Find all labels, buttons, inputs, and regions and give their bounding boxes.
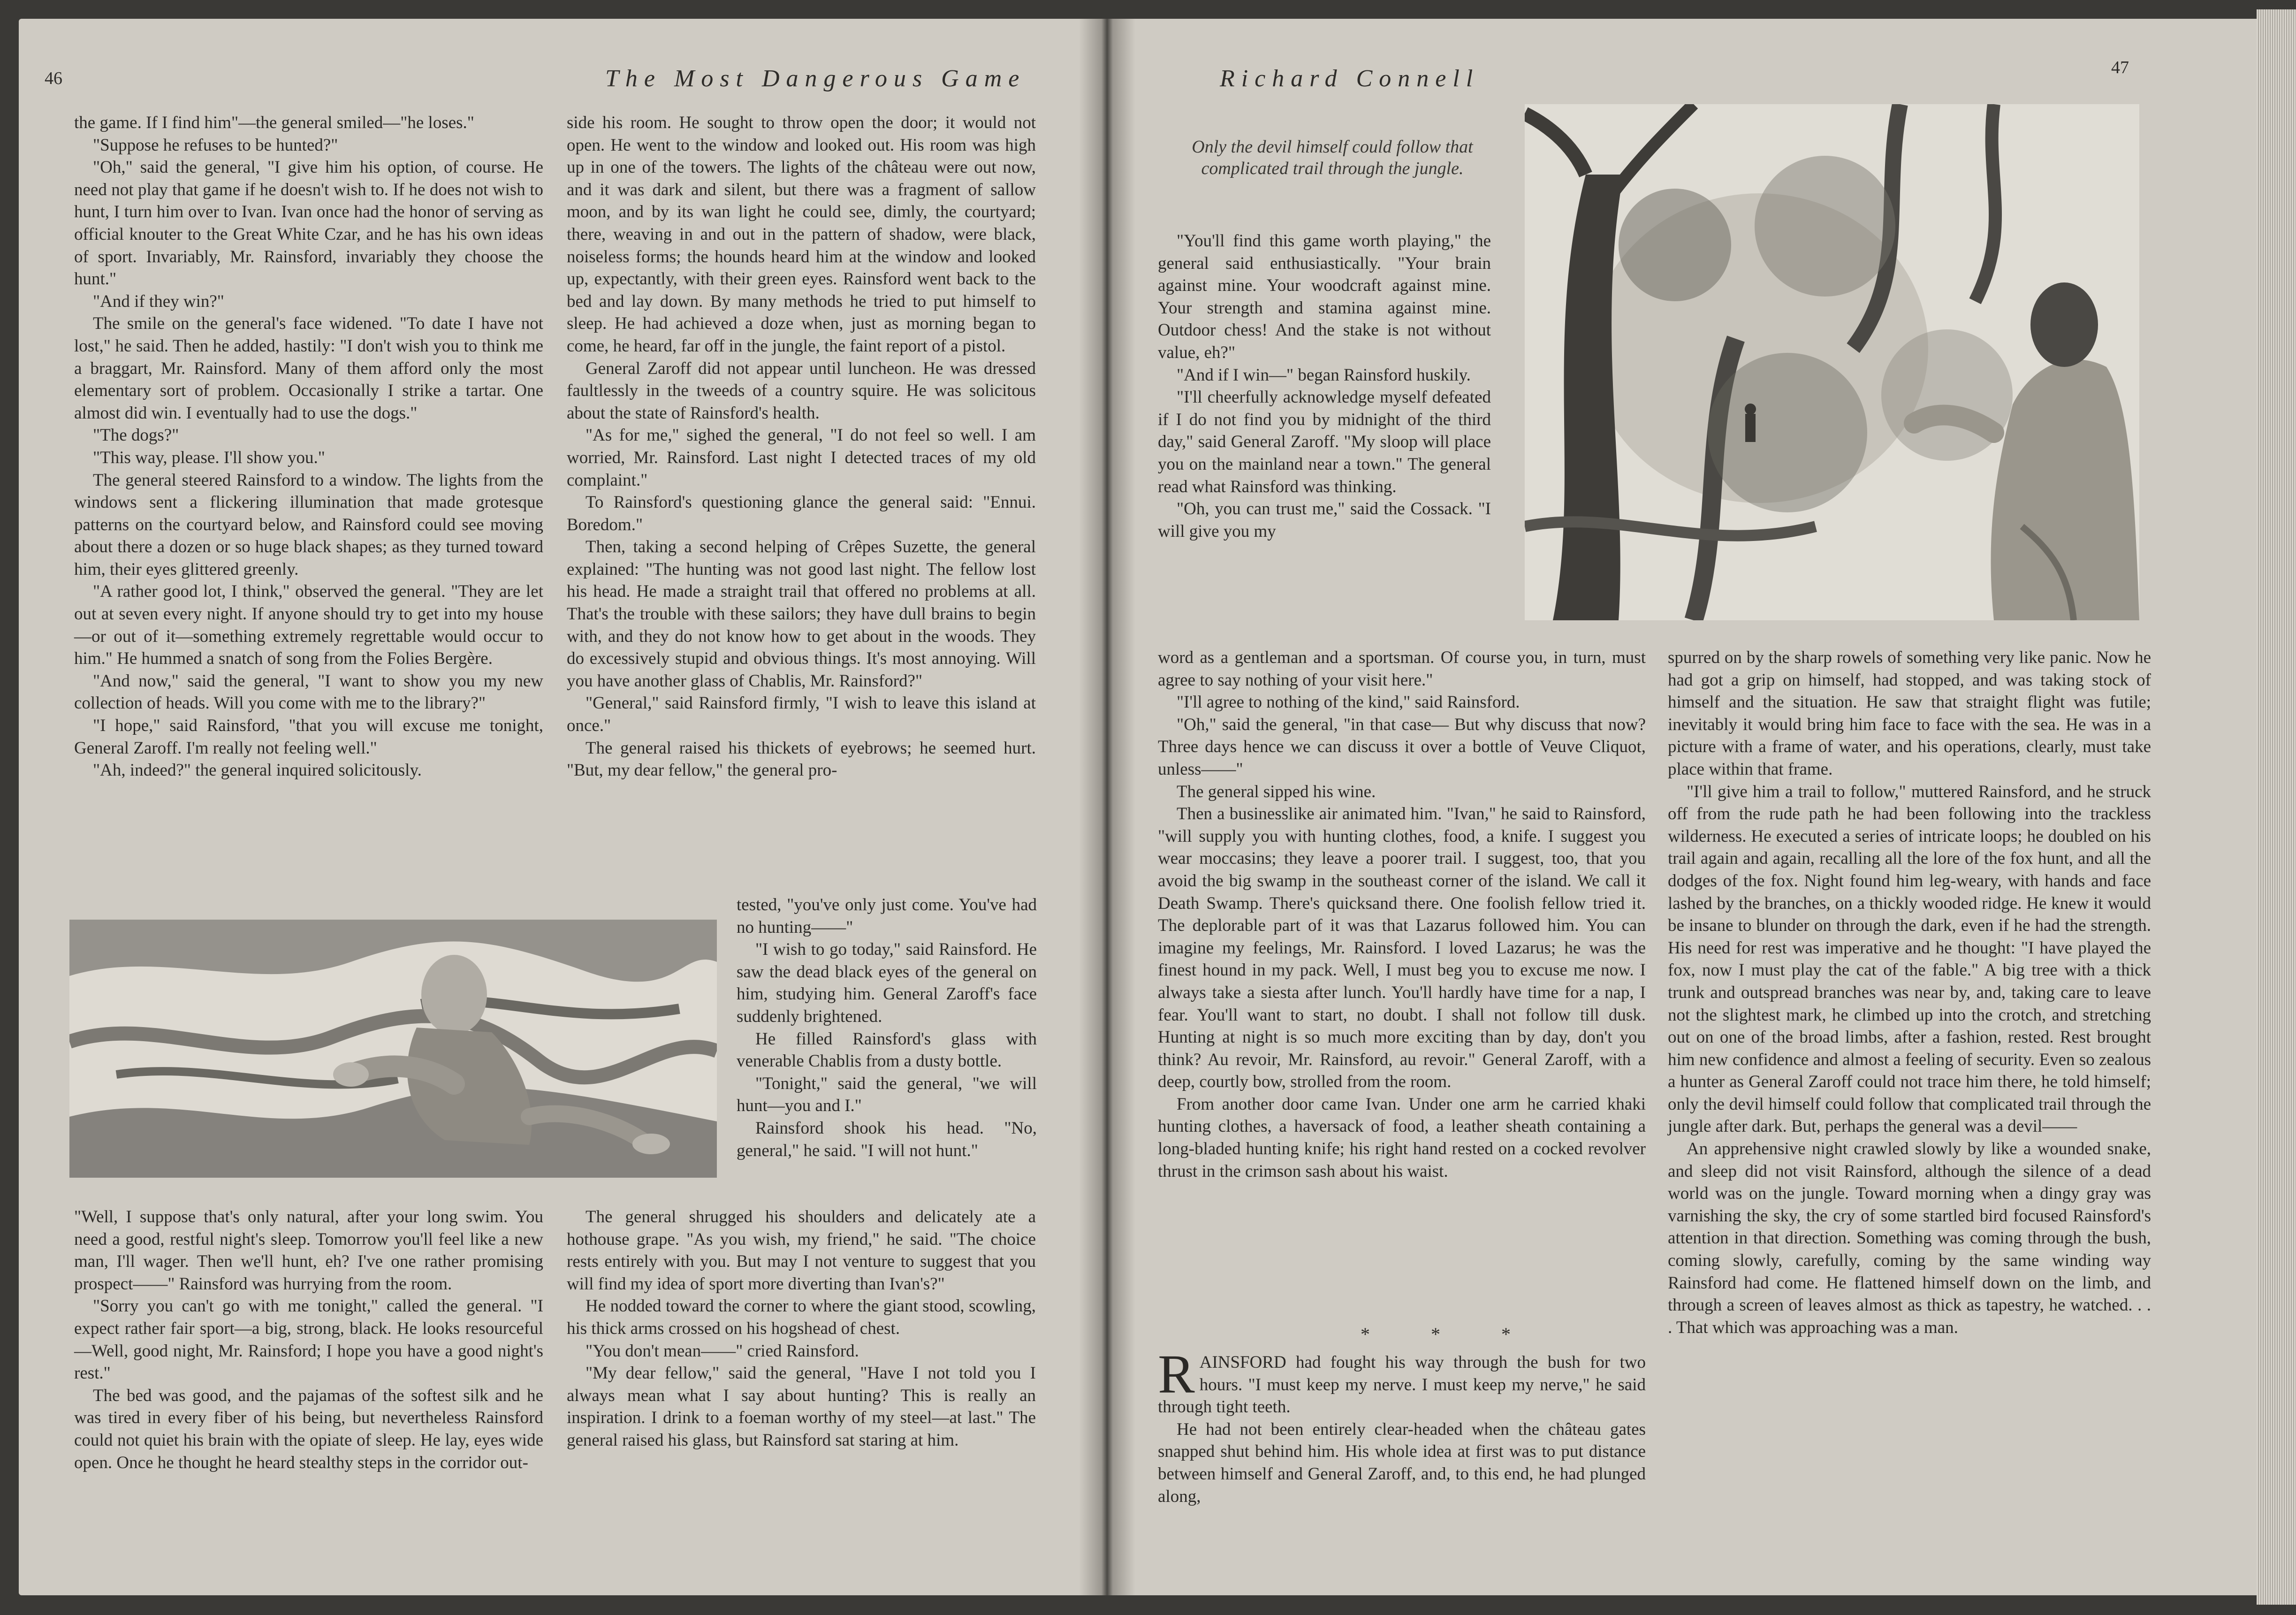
- paragraph: Then, taking a second helping of Crêpes Suzette, the general explained: "The hunting was not good last night. The fellow lost his head. He made a straight trail that offered no problems at all. That's the trouble with these sailors; they have dull brains to begin with, and they do not know how to get about in the woods. They do excessively stupid and obvious things. It's most annoying. Will you have another glass of Chablis, Mr. Rainsford?": [567, 537, 1036, 691]
- illustration-caption: Only the devil himself could follow that complicated trail through the jungle.: [1192, 137, 1473, 178]
- paragraph: side his room. He sought to throw open the door; it would not open. He went to the window and looked out. His room was high up in one of the towers. The lights of the château were out now, and it was dark and silent, but there was a fragment of sallow moon, and by its wan light he could see, dimly, the courtyard; there, weaving in and out in the pattern of shadow, were black, noiseless forms; the hounds heard him at the window and looked up, expectantly, with their green eyes. Rainsford went back to the bed and lay down. By many methods he tried to put himself to sleep. He had achieved a doze when, just as morning began to come, he heard, far off in the jungle, the faint report of a pistol.: [567, 113, 1036, 356]
- page-edges: [2257, 9, 2296, 1605]
- paragraph: Then a businesslike air animated him. "Ivan," he said to Rainsford, "will supply you with hunting clothes, food, a knife. I suggest you wear moccasins; they leave a poorer trail. I suggest, too, that you avoid the big swamp in the southeast corner of the island. We call it Death Swamp. There's quicksand there. One foolish fellow tried it. The deplorable part of it was that Lazarus followed him. You can imagine my feelings, Mr. Rainsford. I loved Lazarus; he was the finest hound in my pack. Well, I must beg you to excuse me now. I always take a siesta after lunch. You'll hardly have time for a nap, I fear. You'll want to start, no doubt. I shall not follow till dusk. Hunting at night is so much more exciting than by day, don't you think? Au revoir, Mr. Rainsford, au revoir." General Zaroff, with a deep, courtly bow, strolled from the room.: [1158, 804, 1646, 1092]
- running-head-author: Richard Connell: [1220, 65, 1480, 92]
- illustration-rainsford-in-bed: [69, 920, 717, 1178]
- paragraph: "Sorry you can't go with me tonight," called the general. "I expect rather fair sport—a big, strong, black. He looks resourceful—Well, good night, Mr. Rainsford; I hope you have a good night's rest.": [74, 1296, 543, 1383]
- paragraph: To Rainsford's questioning glance the general said: "Ennui. Boredom.": [567, 493, 1036, 534]
- paragraph: "You'll find this game worth playing," the general said enthusiastically. "Your brain against mine. Your woodcraft against mine. Your strength and stamina against mine. Outdoor chess! And the stake is not without value, eh?": [1158, 231, 1491, 362]
- book-gutter: [1079, 19, 1135, 1595]
- paragraph: "A rather good lot, I think," observed the general. "They are let out at seven every night. If anyone should try to get into my house—or out of it—something extremely regrettable would occur to him." He hummed a snatch of song from the Folies Bergère.: [74, 582, 543, 669]
- right-column-2: [1668, 647, 2151, 1339]
- paragraph: "And now," said the general, "I want to show you my new collection of heads. Will you come with me to the library?": [74, 671, 543, 713]
- paragraph: "My dear fellow," said the general, "Have I not told you I always mean what I say about hunting? This is really an inspiration. I drink to a foeman worthy of my steel—at last." The general raised his glass, but Rainsford sat staring at him.: [567, 1364, 1036, 1450]
- paragraph: The general shrugged his shoulders and delicately ate a hothouse grape. "As you wish, my friend," he said. "The choice rests entirely with you. But may I not venture to suggest that you will find my idea of sport more diverting than Ivan's?": [567, 1207, 1036, 1294]
- paragraph: General Zaroff did not appear until luncheon. He was dressed faultlessly in the tweeds of a country squire. He was solicitous about the state of Rainsford's health.: [567, 358, 1036, 423]
- paragraph: From another door came Ivan. Under one arm he carried khaki hunting clothes, a haversack of food, a leather sheath containing a long-bladed hunting knife; his right hand rested on a cocked revolver thrust in the crimson sash about his waist.: [1158, 1094, 1646, 1181]
- right-column-1-after-break: [1158, 1343, 1646, 1508]
- illustration-drawing: [69, 920, 717, 1178]
- left-column-2-bottom: [567, 1206, 1036, 1452]
- paragraph: "As for me," sighed the general, "I do not feel so well. I am worried, Mr. Rainsford. Last night I detected traces of my old complaint.": [567, 426, 1036, 490]
- paragraph: "This way, please. I'll show you.": [93, 448, 325, 467]
- paragraph: tested, "you've only just come. You've had no hunting——": [737, 895, 1037, 937]
- paragraph: An apprehensive night crawled slowly by like a wounded snake, and sleep did not visit Rainsford, although the silence of a dead world was on the jungle. Toward morning when a dingy gray was varnishing the sky, the cry of some startled bird focused Rainsford's attention in that direction. Something was coming through the bush, coming slowly, carefully, coming by the same winding way Rainsford had come. He flattened himself down on the limb, and through a screen of leaves almost as thick as tapestry, he watched. . . . That which was approaching was a man.: [1668, 1139, 2151, 1337]
- paragraph: "I hope," said Rainsford, "that you will excuse me tonight, General Zaroff. I'm really not feeling well.": [74, 716, 543, 758]
- illustration-drawing: [1525, 104, 2139, 620]
- left-column-2-top: [567, 112, 1036, 782]
- paragraph: "You don't mean——" cried Rainsford.: [585, 1341, 859, 1361]
- paragraph: spurred on by the sharp rowels of something very like panic. Now he had got a grip on himself, had stopped, and was taking stock of himself and the situation. He saw that straight flight was futile; inevitably it would bring him face to face with the sea. He was in a picture with a frame of water, and his operations, clearly, must take place within that frame.: [1668, 648, 2151, 779]
- left-column-1-bottom: [74, 1206, 543, 1474]
- paragraph: "And if I win—" began Rainsford huskily.: [1177, 365, 1471, 385]
- paragraph: He filled Rainsford's glass with venerable Chablis from a dusty bottle.: [737, 1029, 1037, 1071]
- right-column-1-full: [1158, 647, 1646, 1182]
- running-head-title: The Most Dangerous Game: [605, 65, 1026, 92]
- paragraph: "Oh," said the general, "in that case— But why discuss that now? Three days hence we can discuss it over a bottle of Veuve Cliquot, unless——": [1158, 715, 1646, 779]
- paragraph: [1158, 1343, 1646, 1418]
- paragraph: "And if they win?": [93, 291, 224, 311]
- paragraph: "General," said Rainsford firmly, "I wish to leave this island at once.": [567, 693, 1036, 736]
- paragraph: "Ah, indeed?" the general inquired solicitously.: [93, 761, 422, 780]
- page-number-right: 47: [2111, 58, 2129, 77]
- section-break: * * *: [1361, 1324, 1539, 1345]
- paragraph: "Oh," said the general, "I give him his option, of course. He need not play that game if he doesn't wish to. If he does not wish to hunt, I turn him over to Ivan. Ivan once had the honor of serving as official knouter to the Great White Czar, and he has his own ideas of sport. Invariably, Mr. Rainsford, invariably they choose the hunt.": [74, 158, 543, 289]
- paragraph: The general sipped his wine.: [1177, 782, 1376, 801]
- right-column-1-narrow: [1158, 230, 1491, 542]
- paragraph: "Well, I suppose that's only natural, after your long swim. You need a good, restful night's sleep. Tomorrow you'll feel like a new man, I'll wager. Then we'll hunt, eh? I've one rather promising prospect——" Rainsford was hurrying from the room.: [74, 1207, 543, 1294]
- paragraph: "Tonight," said the general, "we will hunt—you and I.": [737, 1074, 1037, 1116]
- paragraph: "The dogs?": [93, 426, 179, 445]
- paragraph-text: AINSFORD had fought his way through the bush for two hours. "I must keep my nerve. I must keep my nerve," he said through tight teeth.: [1158, 1353, 1646, 1417]
- paragraph: the game. If I find him"—the general smiled—"he loses.": [74, 113, 474, 132]
- left-column-2-narrow: [737, 894, 1037, 1162]
- drop-cap: R: [1158, 1343, 1195, 1405]
- paragraph: "I wish to go today," said Rainsford. He saw the dead black eyes of the general on him, studying him. General Zaroff's face suddenly brightened.: [737, 940, 1037, 1026]
- paragraph: "I'll give him a trail to follow," muttered Rainsford, and he struck off from the rude path he had been following into the trackless wilderness. He executed a series of intricate loops; he doubled on his trail again and again, recalling all the lore of the fox hunt, and all the dodges of the fox. Night found him leg-weary, with hands and face lashed by the branches, on a thickly wooded ridge. He knew it would be insane to blunder on through the dark, even if he had the strength. His need for rest was imperative and he thought: "I have played the fox, now I must play the cat of the fable." A big tree with a thick trunk and outspread branches was near by, and, taking care to leave not the slightest mark, he climbed up into the crotch, and stretching out on one of the broad limbs, after a fashion, rested. Rest brought him new confidence and almost a feeling of security. Even so zealous a hunter as General Zaroff could not trace him there, he told himself; only the devil himself could follow that complicated trail through the jungle after dark. But, perhaps the general was a devil——: [1668, 782, 2151, 1136]
- left-column-1-top: [74, 112, 543, 782]
- paragraph: "I'll cheerfully acknowledge myself defeated if I do not find you by midnight of the third day," said General Zaroff. "My sloop will place you on the mainland near a town." The general read what Rainsford was thinking.: [1158, 388, 1491, 496]
- paragraph: He nodded toward the corner to where the giant stood, scowling, his thick arms crossed on his hogshead of chest.: [567, 1296, 1036, 1338]
- paragraph: Rainsford shook his head. "No, general," he said. "I will not hunt.": [737, 1118, 1037, 1160]
- paragraph: He had not been entirely clear-headed when the château gates snapped shut behind him. His whole idea at first was to put distance between himself and General Zaroff, and, to this end, he had plunged along,: [1158, 1419, 1646, 1506]
- paragraph: "Suppose he refuses to be hunted?": [93, 135, 338, 155]
- paragraph: The general steered Rainsford to a window. The lights from the windows sent a flickering illumination that made grotesque patterns on the courtyard below, and Rainsford could see moving about there a dozen or so huge black shapes; as they turned toward him, their eyes glittered greenly.: [74, 470, 543, 579]
- paragraph: "I'll agree to nothing of the kind," said Rainsford.: [1177, 693, 1520, 712]
- paragraph: The general raised his thickets of eyebrows; he seemed hurt. "But, my dear fellow," the general pro-: [567, 738, 1036, 780]
- illustration-jungle-pursuit: [1525, 104, 2139, 620]
- paragraph: The bed was good, and the pajamas of the softest silk and he was tired in every fiber of his being, but nevertheless Rainsford could not quiet his brain with the opiate of sleep. He lay, eyes wide open. Once he thought he heard stealthy steps in the corridor out-: [74, 1386, 543, 1472]
- page-number-left: 46: [45, 69, 62, 88]
- paragraph: "Oh, you can trust me," said the Cossack. "I will give you my: [1158, 499, 1491, 541]
- paragraph: The smile on the general's face widened. "To date I have not lost," he said. Then he added, hastily: "I don't wish you to think me a braggart, Mr. Rainsford. Many of them afford only the most elementary sort of problem. Occasionally I strike a tartar. One almost did win. I eventually had to use the dogs.": [74, 314, 543, 423]
- paragraph: word as a gentleman and a sportsman. Of course you, in turn, must agree to say nothing of your visit here.": [1158, 648, 1646, 690]
